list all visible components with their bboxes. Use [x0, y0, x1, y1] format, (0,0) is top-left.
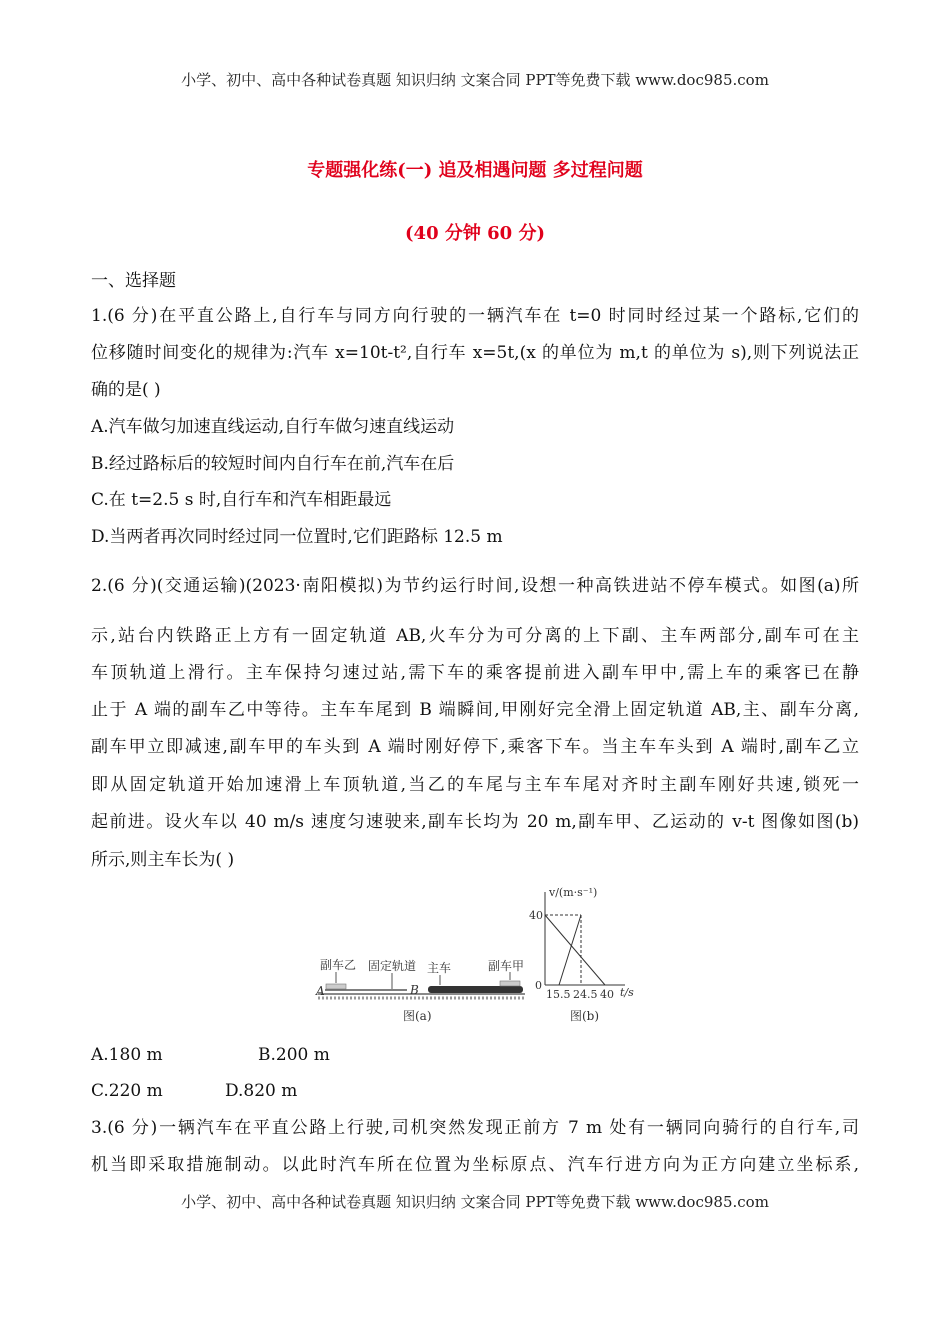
caption-a: 图(a)	[403, 1009, 432, 1023]
section-heading: 一、选择题	[91, 271, 176, 291]
q2-option-d: D.820 m	[225, 1081, 298, 1101]
x-tick-40: 40	[600, 988, 614, 1001]
q1-line: 位移随时间变化的规律为:汽车 x=10t-t²,自行车 x=5t,(x 的单位为 m,t 的单位为 s),则下列说法正	[91, 343, 859, 363]
q2-option-c: C.220 m	[91, 1081, 163, 1101]
page-header: 小学、初中、高中各种试卷真题 知识归纳 文案合同 PPT等免费下载 www.doc985.com	[181, 71, 769, 89]
label-B: B	[410, 983, 419, 997]
q2-line: 车顶轨道上滑行。主车保持匀速过站,需下车的乘客提前进入副车甲中,需上车的乘客已在静	[91, 663, 859, 683]
q2-line: 止于 A 端的副车乙中等待。主车车尾到 B 端瞬间,甲刚好完全滑上固定轨道 AB,主、副车分离,	[91, 700, 859, 720]
car-b	[326, 984, 346, 989]
label-main: 主车	[427, 961, 452, 975]
figure-b	[529, 886, 634, 1023]
main-car	[428, 986, 523, 993]
y-tick-0: 0	[535, 979, 542, 992]
q2-figure	[300, 880, 650, 1030]
q2-option-a: A.180 m	[91, 1045, 163, 1065]
y-tick-40: 40	[529, 909, 543, 922]
page-title: 专题强化练(一) 追及相遇问题 多过程问题	[307, 160, 643, 181]
q3-line: 机当即采取措施制动。以此时汽车所在位置为坐标原点、汽车行进方向为正方向建立坐标系,	[91, 1155, 859, 1175]
car-b-line	[559, 915, 581, 985]
q2-option-b: B.200 m	[258, 1045, 330, 1065]
caption-b: 图(b)	[570, 1009, 600, 1023]
x-tick-24-5: 24.5	[573, 988, 598, 1001]
label-car-b: 副车乙	[320, 958, 357, 972]
x-axis-label: t/s	[620, 986, 634, 999]
car-a	[500, 981, 520, 986]
x-tick-15-5: 15.5	[546, 988, 571, 1001]
q1-option-b: B.经过路标后的较短时间内自行车在前,汽车在后	[91, 454, 455, 474]
q2-line: 即从固定轨道开始加速滑上车顶轨道,当乙的车尾与主车车尾对齐时主副车刚好共速,锁死一	[91, 775, 859, 795]
q1-line: 确的是( )	[91, 380, 161, 400]
page-footer: 小学、初中、高中各种试卷真题 知识归纳 文案合同 PPT等免费下载 www.doc985.com	[181, 1193, 769, 1211]
page-subtitle: (40 分钟 60 分)	[405, 223, 545, 244]
label-A: A	[316, 984, 325, 998]
label-track: 固定轨道	[368, 959, 417, 973]
q1-line: 1.(6 分)在平直公路上,自行车与同方向行驶的一辆汽车在 t=0 时同时经过某一个路标,它们的	[91, 306, 859, 326]
car-a-line	[545, 915, 605, 985]
q3-line: 3.(6 分)一辆汽车在平直公路上行驶,司机突然发现正前方 7 m 处有一辆同向骑行的自行车,司	[91, 1118, 859, 1138]
q2-line: 副车甲立即减速,副车甲的车头到 A 端时刚好停下,乘客下车。当主车车头到 A 端时,副车乙立	[91, 737, 859, 757]
q1-option-c: C.在 t=2.5 s 时,自行车和汽车相距最远	[91, 490, 392, 510]
q2-line: 2.(6 分)(交通运输)(2023·南阳模拟)为节约运行时间,设想一种高铁进站不停车模式。如图(a)所	[91, 576, 859, 596]
y-axis-label: v/(m·s⁻¹)	[549, 886, 598, 899]
label-car-a: 副车甲	[488, 959, 525, 973]
q2-line: 起前进。设火车以 40 m/s 速度匀速驶来,副车长均为 20 m,副车甲、乙运动的 v-t 图像如图(b)	[91, 812, 859, 832]
q1-option-a: A.汽车做匀加速直线运动,自行车做匀速直线运动	[91, 417, 455, 437]
q2-line: 所示,则主车长为( )	[91, 850, 235, 870]
q1-option-d: D.当两者再次同时经过同一位置时,它们距路标 12.5 m	[91, 527, 503, 547]
figure-a	[315, 958, 525, 1023]
q2-line: 示,站台内铁路正上方有一固定轨道 AB,火车分为可分离的上下副、主车两部分,副车可在主	[91, 626, 859, 646]
